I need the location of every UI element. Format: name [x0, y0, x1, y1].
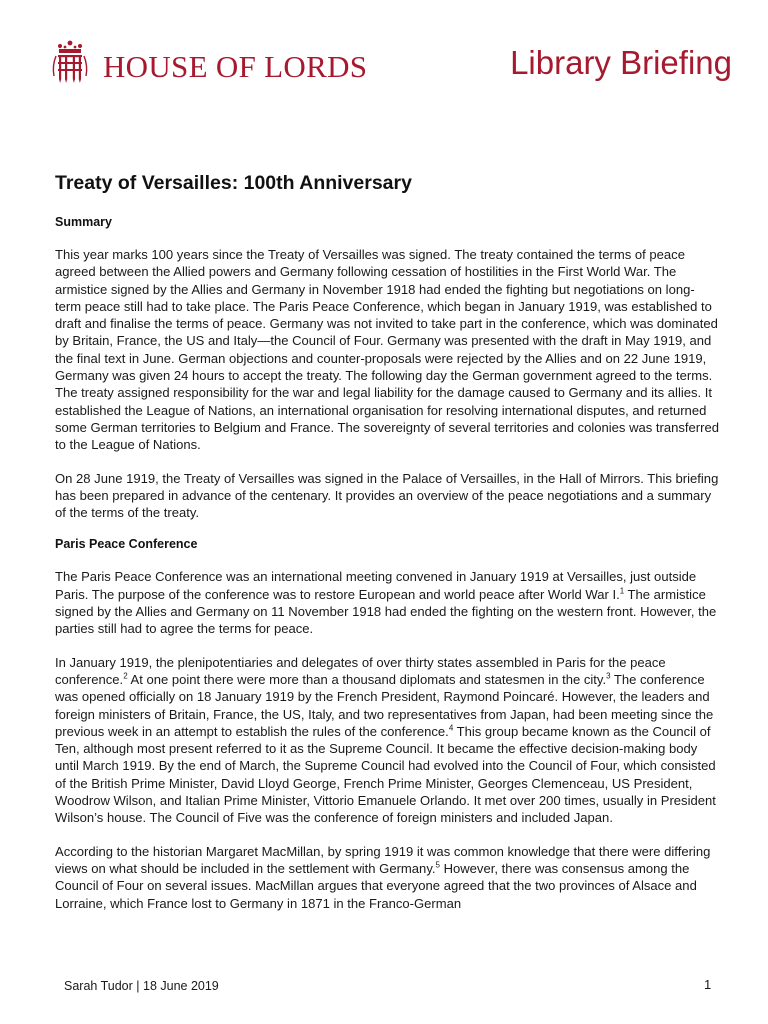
footnote-ref[interactable]: 4: [448, 723, 454, 733]
briefing-label: Library Briefing: [510, 44, 732, 81]
paragraph-text: This year marks 100 years since the Treaty of Versailles was signed. The treaty contained the terms of peace agreed between the Allied powers and Germany following cessation of hostilities in the First World War. The armistice signed by the Allies and Germany in November 1918 had ended the fighting but negotiations on long-term peace still had to take place. The Paris Peace Conference, which began in January 1919, was established to draft and finalise the terms of peace. Germany was not invited to take part in the conference, which was dominated by Britain, France, the US and Italy—the Council of Four. Germany was presented with the draft in May 1919, and the final text in June. German objections and counter-proposals were rejected by the Allies and on 22 June 1919, Germany was given 24 hours to accept the treaty. The following day the German government agreed to the terms. The treaty assigned responsibility for the war and legal liability for the damage caused to Germany and its allies. It established the League of Nations, an international organisation for resolving international disputes, and returned some German territories to Belgium and France. The sovereignty of several territories and colonies was transferred to the League of Nations.: [55, 247, 719, 453]
org-name: HOUSE OF LORDS: [103, 49, 368, 84]
footnote-ref[interactable]: 1: [619, 586, 625, 596]
body-paragraph: [55, 654, 720, 827]
footer-author-date: Sarah Tudor | 18 June 2019: [64, 979, 219, 993]
sections-container: [55, 215, 720, 912]
body-paragraph: [55, 843, 720, 912]
portcullis-icon: [50, 40, 90, 84]
paragraph-text: However, there was consensus among the Council of Four on several issues. MacMillan argues that everyone agreed that the two provinces of Alsace and Lorraine, which France lost to Germany in 1871 in the Franco-German: [55, 860, 697, 911]
page-header: [0, 0, 768, 110]
footnote-ref[interactable]: 3: [606, 671, 611, 681]
paragraph-text: The conference was opened officially on 18 January 1919 by the French President, Raymond Poincaré. However, the leaders and foreign ministers of Britain, France, the US, Italy, and two representatives from Japan, had been meeting since the previous week in an attempt to establish the rules of the conference.: [55, 671, 714, 739]
body-paragraph: [55, 568, 720, 637]
section-heading: Paris Peace Conference: [55, 537, 198, 552]
paragraph-text: The armistice signed by the Allies and Germany on 11 November 1918 had ended the fighting on the western front. However, the parties still had to agree the terms for peace.: [55, 586, 717, 637]
page-number: 1: [704, 977, 712, 992]
body-paragraph: [55, 246, 720, 454]
body-paragraph: [55, 470, 720, 522]
paragraph-text: On 28 June 1919, the Treaty of Versailles was signed in the Palace of Versailles, in the Hall of Mirrors. This briefing has been prepared in advance of the centenary. It provides an overview of the peace negotiations and a summary of the terms of the treaty.: [55, 470, 719, 521]
footnote-ref[interactable]: 2: [123, 671, 128, 681]
document-title: Treaty of Versailles: 100th Anniversary: [55, 172, 412, 194]
paragraph-text: This group became known as the Council of Ten, although most present referred to it as the Supreme Council. It became the effective decision-making body until March 1919. By the end of March, the Supreme Council had evolved into the Council of Four, which consisted of the British Prime Minister, David Lloyd George, French Prime Minister, Georges Clemenceau, US President, Woodrow Wilson, and Italian Prime Minister, Vittorio Emanuele Orlando. It met over 200 times, usually in President Wilson’s house. The Council of Five was the conference of foreign ministers and included Japan.: [55, 723, 716, 826]
footnote-ref[interactable]: 5: [435, 860, 440, 870]
paragraph-text: At one point there were more than a thousand diplomats and statesmen in the city.: [127, 671, 607, 687]
paragraph-text: In January 1919, the plenipotentiaries and delegates of over thirty states assembled in Paris for the peace conference.: [55, 654, 666, 687]
document-body: [55, 172, 720, 928]
paragraph-text: According to the historian Margaret MacMillan, by spring 1919 it was common knowledge that there were differing views on what should be included in the settlement with Germany.: [55, 843, 711, 876]
paragraph-text: The Paris Peace Conference was an international meeting convened in January 1919 at Versailles, just outside Paris. The purpose of the conference was to restore European and world peace after World War I.: [55, 569, 697, 602]
section-heading: Summary: [55, 215, 112, 229]
